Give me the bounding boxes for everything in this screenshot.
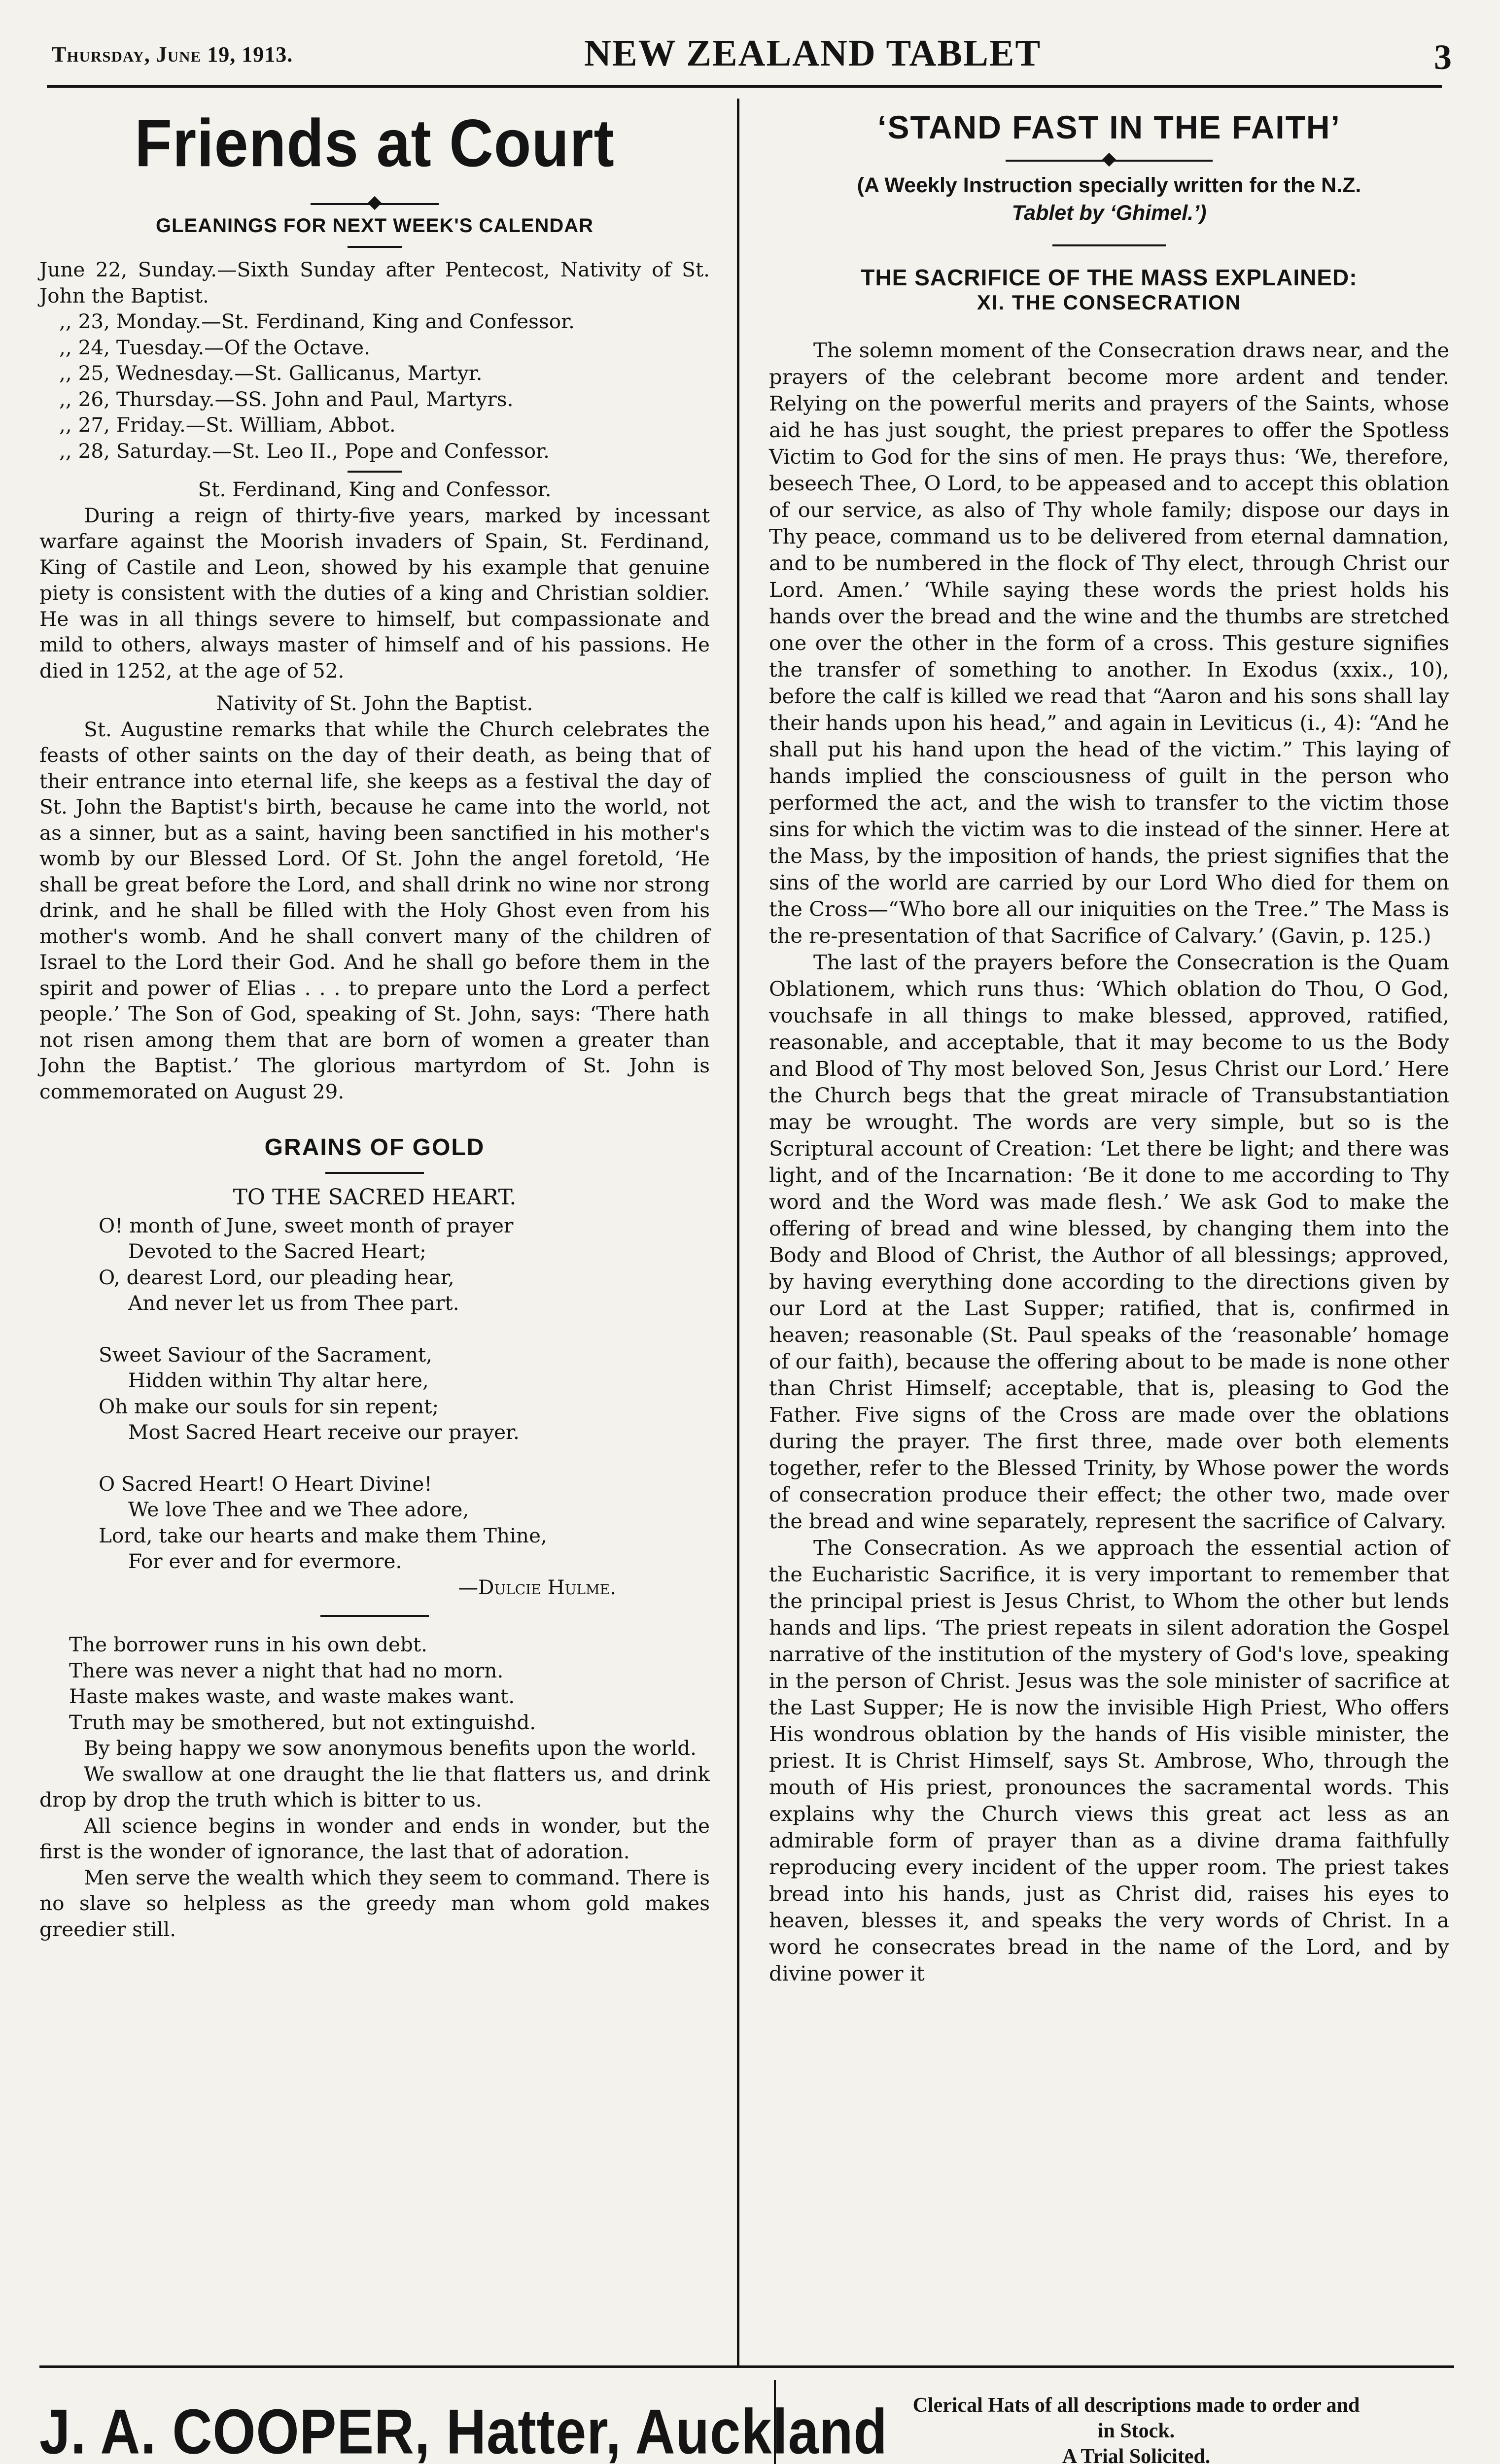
calendar-entry: ,, 23, Monday.—St. Ferdinand, King and Confessor.	[59, 309, 575, 333]
maxim: By being happy we sow anonymous benefits upon the world.	[84, 1736, 697, 1760]
calendar-entry: ,, 26, Thursday.—SS. John and Paul, Martyrs.	[59, 387, 514, 411]
page-number: 3	[1434, 37, 1452, 77]
saint-heading: Nativity of St. John the Baptist.	[216, 691, 533, 715]
ornament-divider	[311, 196, 439, 211]
instruction-subtitle: (A Weekly Instruction specially written for the N.Z.	[857, 173, 1361, 197]
instruction-subtitle-2: Tablet by ‘Ghimel.’)	[1012, 201, 1207, 225]
poem: O! month of June, sweet month of prayer Devoted to the Sacred Heart; O, dearest Lord, our pleading hear, And never let us from Thee part. Sweet Saviour of the Sacrament, Hidden within Thy altar here, Oh make our souls for sin repent; Most Sacred Heart receive our prayer. O Sacred Heart! O Heart Divine! We love Thee and we Thee adore, Lord, take our hearts and make them Thine, For ever and for evermore.	[99, 1213, 547, 1573]
issue-date: Thursday, June 19, 1913.	[52, 42, 293, 67]
saint-heading: St. Ferdinand, King and Confessor.	[198, 478, 552, 501]
consecration-paragraph: The solemn moment of the Consecration draws near, and the prayers of the celebrant become more ardent and tender. Relying on the powerful merits and prayers of the Saints, whose aid he has just sought, the priest prepares to offer the Spotless Victim to God for the sins of men. He prays thus: ‘We, therefore, beseech Thee, O Lord, to be appeased and to accept this oblation of our service, as also of Thy whole family; dispose our days in Thy peace, command us to be delivered from eternal damnation, and to be numbered in the flock of Thy elect, through Christ our Lord. Amen.’ ‘While saying these words the priest holds his hands over the bread and the wine and the thumbs are stretched one over the other in the form of a cross. This gesture signifies the transfer of something to another. In Exodus (xxix., 10), before the calf is killed we read that “Aaron and his sons shall lay their hands upon his head,” and again in Leviticus (i., 4): “And he shall put his hand upon the head of the victim.” This laying of hands implied the consciousness of guilt in the person who performed the act, and the wish to transfer to the victim those sins for which the victim was to die instead of the sinner. Here at the Mass, by the imposition of hands, the priest signifies that the sins of the world are carried by our Lord Who died for them on the Cross—“Who bore all our iniquities on the Tree.” The Mass is the re-presentation of that Sacrifice of Calvary.’ (Gavin, p. 125.)	[769, 338, 1449, 948]
short-rule	[348, 471, 402, 473]
consecration-paragraph: The last of the prayers before the Consecration is the Quam Oblationem, which runs thus: ‘Which oblation do Thou, O God, vouchsafe in all things to make blessed, approved, ratified, reasonable, and acceptable, that it may become to us the Body and Blood of Thy most beloved Son, Jesus Christ our Lord.’ Here the Church begs that the great miracle of Transubstantiation may be wrought. The words are very simple, but so is the Scriptural account of Creation: ‘Let there be light; and there was light, and of the Incarnation: ‘Be it done to me according to Thy word and the Word was made flesh.’ We ask God to make the offering of bread and wine blessed, by changing them into the Body and Blood of Christ, the Author of all blessings; approved, by having everything done according to the directions given by our Lord at the Last Supper; ratified, that is, confirmed in heaven; reasonable (St. Paul speaks of the ‘reasonable’ homage of our faith), because the offering about to be made is none other than Christ Himself; acceptable, that is, pleasing to God the Father. Five signs of the Cross are made over the oblations during the prayer. The first three, made over both elements together, refer to the Blessed Trinity, by Whose power the words of consecration produce their effect; the other two, made over the bread and wine separately, represent the sacrifice of Calvary.	[769, 950, 1449, 1533]
newspaper-title: NEW ZEALAND TABLET	[584, 33, 1042, 74]
stand-fast-title: ‘STAND FAST IN THE FAITH’	[877, 109, 1341, 145]
advertisement-footer	[39, 2365, 1459, 2464]
footer-rule	[39, 2365, 1454, 2368]
poem-author: —Dulcie Hulme.	[458, 1575, 616, 1599]
saint-paragraph: St. Augustine remarks that while the Church celebrates the feasts of other saints on the day of their death, as being that of their entrance into eternal life, she keeps as a festival the day of St. John the Baptist's birth, because he came into the world, not as a sinner, but as a saint, having been sanctified in his mother's womb by our Blessed Lord. Of St. John the angel foretold, ‘He shall be great before the Lord, and shall drink no wine nor strong drink, and he shall be filled with the Holy Ghost even from his mother's womb. And he shall convert many of the children of Israel to the Lord their God. And he shall go before them in the spirit and power of Elias . . . to prepare unto the Lord a perfect people.’ The Son of God, speaking of St. John, says: ‘There hath not risen among them that are born of women a greater than John the Baptist.’ The glorious martyrdom of St. John is commemorated on August 29.	[39, 717, 710, 1103]
saint-paragraph: During a reign of thirty-five years, marked by incessant warfare against the Moorish invaders of Spain, St. Ferdinand, King of Castile and Leon, showed by his example that genuine piety is consistent with the duties of a king and Christian soldier. He was in all things severe to himself, but compassionate and mild to others, always master of himself and of his passions. He died in 1252, at the age of 52.	[39, 503, 710, 683]
short-rule	[348, 246, 402, 248]
calendar-entry: ,, 27, Friday.—St. William, Abbot.	[59, 413, 396, 437]
cooper-hatter-ad: J. A. COOPER, Hatter, Auckland	[39, 2396, 888, 2464]
friends-at-court-title: Friends at Court	[135, 106, 615, 181]
consecration-paragraph: The Consecration. As we approach the essential action of the Eucharistic Sacrifice, it is very important to remember that the principal priest is Jesus Christ, to Whom the other but lends hands and lips. ‘The priest repeats in silent adoration the Gospel narrative of the institution of the mystery of God's love, speaking in the person of Christ. Jesus was the sole minister of sacrifice at the Last Supper; He is now the invisible High Priest, Who offers His wondrous oblation by the hands of His visible minister, the priest. It is Christ Himself, says St. Ambrose, Who, through the mouth of His priest, pronounces the sacramental words. This explains why the Church views this great act less as an admirable form of prayer than as a divine drama faithfully reproducing every incident of the upper room. The priest takes bread into his hands, just as Christ did, raises his eyes to heaven, blesses it, and speaks the very words of Christ. In a word he consecrates bread in the name of the Lord, and by divine power it	[769, 1536, 1449, 1985]
calendar-entry: ,, 25, Wednesday.—St. Gallicanus, Martyr.	[59, 361, 483, 385]
short-rule	[325, 1172, 424, 1174]
calendar-entry: June 22, Sunday.—Sixth Sunday after Pentecost, Nativity of St. John the Baptist.	[39, 258, 710, 308]
grains-of-gold-heading: GRAINS OF GOLD	[264, 1134, 485, 1161]
calendar-entry: ,, 28, Saturday.—St. Leo II., Pope and Confessor.	[59, 439, 550, 463]
section-subheading: XI. THE CONSECRATION	[977, 291, 1242, 314]
calendar-list	[39, 257, 710, 464]
maxims: The borrower runs in his own debt. There was never a night that had no morn. Haste makes waste, and waste makes want. Truth may be smothered, but not extinguishd.	[69, 1633, 536, 1734]
clerical-hats-ad: Clerical Hats of all descriptions made to order and in Stock. A Trial Solicited.	[912, 2394, 1360, 2464]
header-rule	[47, 85, 1442, 88]
poem-title: TO THE SACRED HEART.	[233, 1185, 517, 1210]
short-rule	[1052, 244, 1166, 246]
maxim: Men serve the wealth which they seem to command. There is no slave so helpless as the greedy man whom gold makes greedier still.	[39, 1865, 710, 1941]
maxim: We swallow at one draught the lie that flatters us, and drink drop by drop the truth which is bitter to us.	[39, 1762, 710, 1812]
section-heading: THE SACRIFICE OF THE MASS EXPLAINED:	[861, 265, 1358, 290]
calendar-subtitle: GLEANINGS FOR NEXT WEEK'S CALENDAR	[156, 215, 593, 237]
short-rule	[320, 1615, 429, 1617]
maxim: All science begins in wonder and ends in wonder, but the first is the wonder of ignorance, the last that of adoration.	[39, 1814, 710, 1863]
page-header	[47, 27, 1462, 86]
calendar-entry: ,, 24, Tuesday.—Of the Octave.	[59, 335, 371, 359]
right-column	[769, 99, 1449, 1987]
column-divider	[737, 99, 739, 2365]
left-column	[39, 99, 710, 1942]
ornament-divider	[1006, 153, 1213, 168]
